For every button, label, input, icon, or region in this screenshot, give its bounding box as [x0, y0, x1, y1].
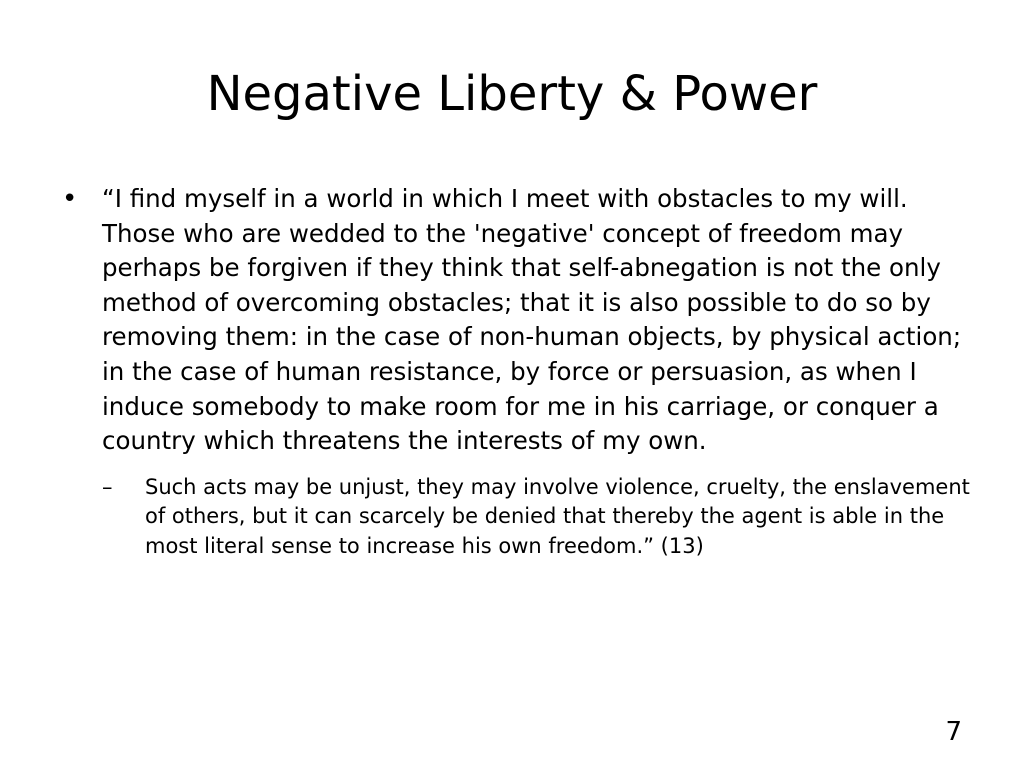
sub-bullet-item: [102, 473, 972, 562]
sub-bullet-text: Such acts may be unjust, they may involve violence, cruelty, the enslavement of others, but it can scarcely be denied that thereby the agent is able in the most literal sense to increase his own freedom.” (13): [145, 474, 970, 558]
bullet-item: [62, 182, 972, 459]
sub-bullet-list: [62, 473, 972, 562]
bullet-text: “I find myself in a world in which I meet with obstacles to my will. Those who are wedded to the 'negative' concept of freedom may perhaps be forgiven if they think that self-abnegation is not the only method of overcoming obstacles; that it is also possible to do so by removing them: in the case of non-human objects, by physical action; in the case of human resistance, by force or persuasion, as when I induce somebody to make room for me in his carriage, or conquer a country which threatens the interests of my own.: [102, 184, 962, 456]
slide-title: Negative Liberty & Power: [206, 66, 818, 122]
slide-content: [62, 182, 972, 561]
bullet-marker: •: [62, 184, 78, 214]
sub-bullet-marker: –: [102, 474, 113, 499]
page-number: 7: [945, 717, 962, 747]
